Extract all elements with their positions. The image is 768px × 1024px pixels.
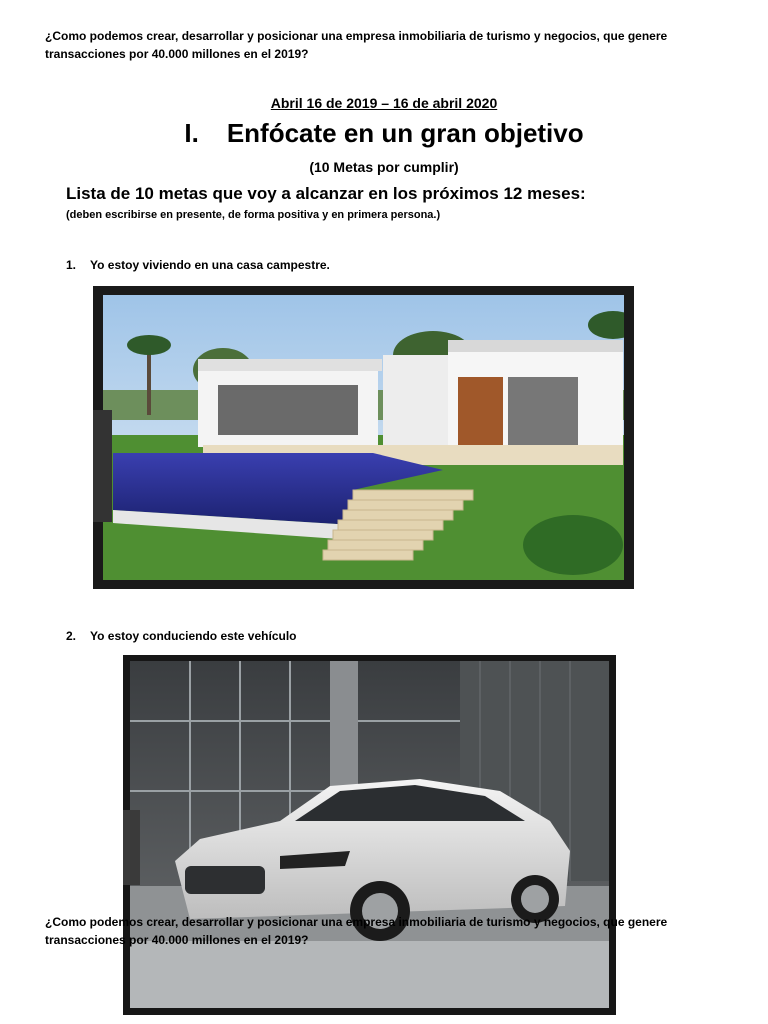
goal-text: Yo estoy viviendo en una casa campestre.	[90, 258, 330, 272]
section-subtitle: (10 Metas por cumplir)	[309, 159, 459, 175]
country-house-illustration	[103, 295, 624, 580]
section-heading	[0, 118, 768, 149]
section-number: I.	[184, 118, 199, 148]
header-question: ¿Como podemos crear, desarrollar y posicionar una empresa inmobiliaria de turismo y negocios, que genere transacciones por 40.000 millones en el 2019?	[45, 29, 668, 61]
goal-text: Yo estoy conduciendo este vehículo	[90, 629, 297, 643]
house-image	[93, 286, 634, 589]
footer-question	[45, 913, 725, 949]
car-image	[123, 655, 616, 1015]
white-sedan-photo	[130, 661, 609, 1008]
image-side-tab	[123, 810, 140, 885]
image-side-tab	[93, 410, 112, 522]
footer-question-line-1: ¿Como podemos crear, desarrollar y posicionar una empresa inmobiliaria de turismo y negocios, que genere	[45, 915, 668, 929]
list-title: Lista de 10 metas que voy a alcanzar en los próximos 12 meses:	[66, 184, 586, 203]
footer-question-line-2: transacciones por 40.000 millones en el 2019?	[45, 933, 309, 947]
section-title: Enfócate en un gran objetivo	[226, 118, 584, 148]
goal-item-1	[66, 258, 330, 272]
goal-item-2	[66, 629, 297, 643]
list-note: (deben escribirse en presente, de forma positiva y en primera persona.)	[66, 209, 441, 221]
date-range: Abril 16 de 2019 – 16 de abril 2020	[270, 95, 498, 111]
goal-number: 1.	[66, 258, 77, 272]
goal-number: 2.	[66, 629, 77, 643]
